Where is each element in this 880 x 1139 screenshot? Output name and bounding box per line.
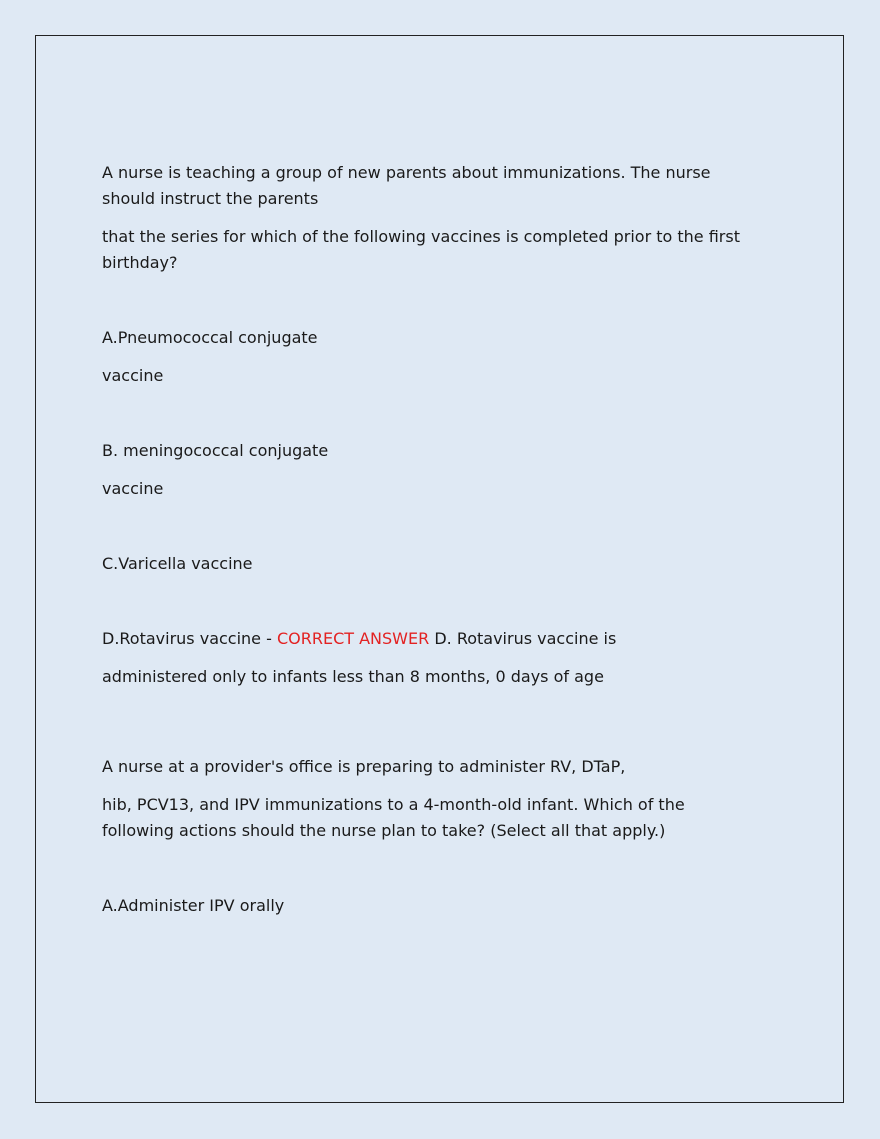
document-content [102,160,752,919]
question-1-option-a-cont: vaccine [102,366,164,385]
correct-answer-label: CORRECT ANSWER [276,629,430,648]
question-2-stem-line-1: A nurse at a provider's office is preparing to administer RV, DTaP, [102,757,626,776]
question-1-option-b-cont: vaccine [102,479,164,498]
option-d-text: D.Rotavirus vaccine - [102,629,277,648]
question-1-option-c: C.Varicella vaccine [102,554,253,573]
question-2-option-a: A.Administer IPV orally [102,896,285,915]
question-1-option-b: B. meningococcal conjugate [102,441,329,460]
option-d-rationale-start: D. Rotavirus vaccine is [429,629,617,648]
question-1-option-a: A.Pneumococcal conjugate [102,328,318,347]
question-1-rationale: administered only to infants less than 8 months, 0 days of age [102,667,604,686]
question-1-stem-line-2: that the series for which of the following vaccines is completed prior to the first birthday? [102,227,740,272]
question-2-stem-line-2: hib, PCV13, and IPV immunizations to a 4-month-old infant. Which of the following actions should the nurse plan to take? (Select all that apply.) [102,795,685,840]
question-1-stem-line-1: A nurse is teaching a group of new parents about immunizations. The nurse should instruct the parents [102,163,711,208]
question-1-option-d [102,626,752,652]
